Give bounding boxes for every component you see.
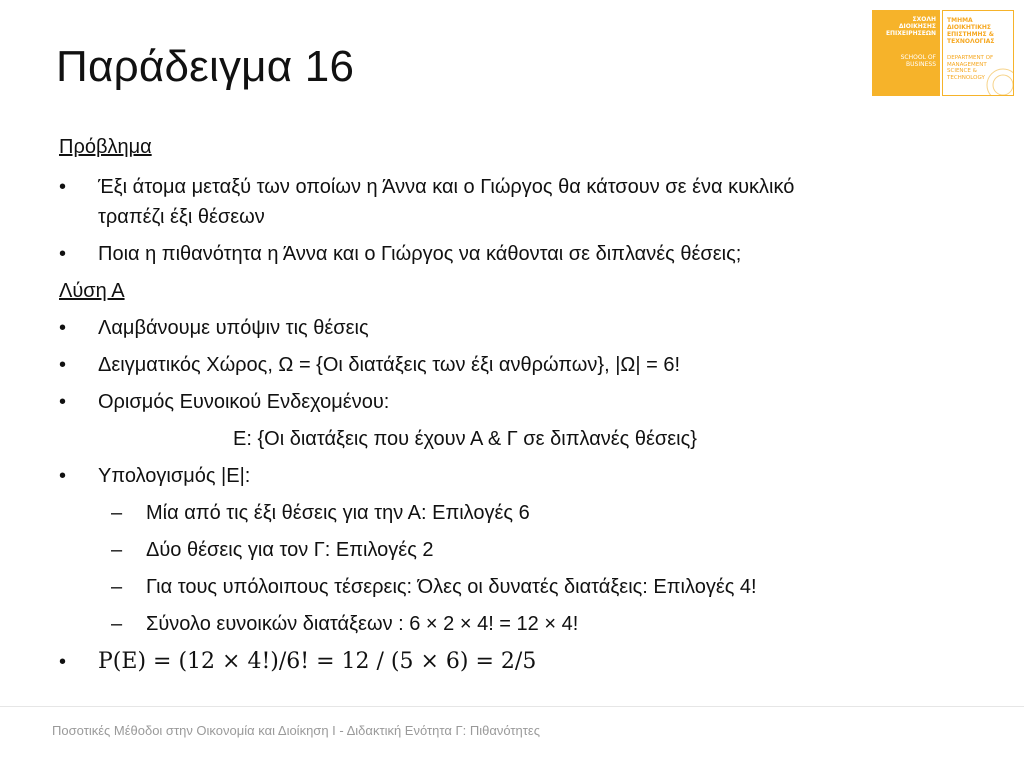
solution-bullet-4: Υπολογισμός |Ε|: (98, 465, 251, 487)
dash-icon: – (111, 613, 123, 635)
footer-divider (0, 706, 1024, 707)
school-logo (872, 10, 1014, 96)
problem-bullet-2: Ποια η πιθανότητα η Άννα και ο Γιώργος να κάθονται σε διπλανές θέσεις; (98, 243, 742, 265)
bullet-icon: • (59, 317, 67, 339)
solution-heading: Λύση Α (59, 280, 125, 302)
logo-department-text: ΤΜΗΜΑ ΔΙΟΙΚΗΤΙΚΗΣ ΕΠΙΣΤΗΜΗΣ & ΤΕΧΝΟΛΟΓΙΑΣ (947, 17, 995, 45)
logo-school-subtext: SCHOOL OF BUSINESS (900, 54, 936, 68)
logo-school-block (872, 10, 940, 96)
footer-text: Ποσοτικές Μέθοδοι στην Οικονομία και Διοίκηση Ι - Διδακτική Ενότητα Γ: Πιθανότητες (52, 723, 540, 738)
logo-emblem-icon (973, 55, 1013, 95)
page-title: Παράδειγμα 16 (56, 42, 355, 91)
problem-bullet-1-line-1: Έξι άτομα μεταξύ των οποίων η Άννα και ο Γιώργος θα κάτσουν σε ένα κυκλικό (98, 176, 795, 198)
dash-icon: – (111, 502, 123, 524)
event-definition: Ε: {Οι διατάξεις που έχουν Α & Γ σε διπλανές θέσεις} (233, 428, 697, 450)
bullet-icon: • (59, 465, 67, 487)
bullet-icon: • (59, 391, 67, 413)
probability-formula: P(Ε) = (12 × 4!)/6! = 12 / (5 × 6) = 2/5 (98, 649, 537, 674)
problem-heading: Πρόβλημα (59, 136, 152, 158)
solution-bullet-3: Ορισμός Ευνοικού Ενδεχομένου: (98, 391, 390, 413)
bullet-icon: • (59, 243, 67, 265)
dash-icon: – (111, 576, 123, 598)
sub-bullet-1: Μία από τις έξι θέσεις για την Α: Επιλογές 6 (146, 502, 530, 524)
bullet-icon: • (59, 651, 67, 673)
logo-department-block (942, 10, 1014, 96)
solution-bullet-2: Δειγματικός Χώρος, Ω = {Οι διατάξεις των έξι ανθρώπων}, |Ω| = 6! (98, 354, 681, 376)
logo-school-text: ΣΧΟΛΗ ΔΙΟΙΚΗΣΗΣ ΕΠΙΧΕΙΡΗΣΕΩΝ (885, 16, 936, 37)
sub-bullet-2: Δύο θέσεις για τον Γ: Επιλογές 2 (146, 539, 434, 561)
sub-bullet-4: Σύνολο ευνοικών διατάξεων : 6 × 2 × 4! = 12 × 4! (146, 613, 579, 635)
bullet-icon: • (59, 176, 67, 198)
sub-bullet-3: Για τους υπόλοιπους τέσερεις: Όλες οι δυνατές διατάξεις: Επιλογές 4! (146, 576, 757, 598)
logo-department-subtext: DEPARTMENT OF MANAGEMENT SCIENCE & TECHNOLOGY (947, 55, 994, 81)
problem-bullet-1-line-2: τραπέζι έξι θέσεων (98, 206, 265, 228)
bullet-icon: • (59, 354, 67, 376)
dash-icon: – (111, 539, 123, 561)
solution-bullet-1: Λαμβάνουμε υπόψιν τις θέσεις (98, 317, 369, 339)
